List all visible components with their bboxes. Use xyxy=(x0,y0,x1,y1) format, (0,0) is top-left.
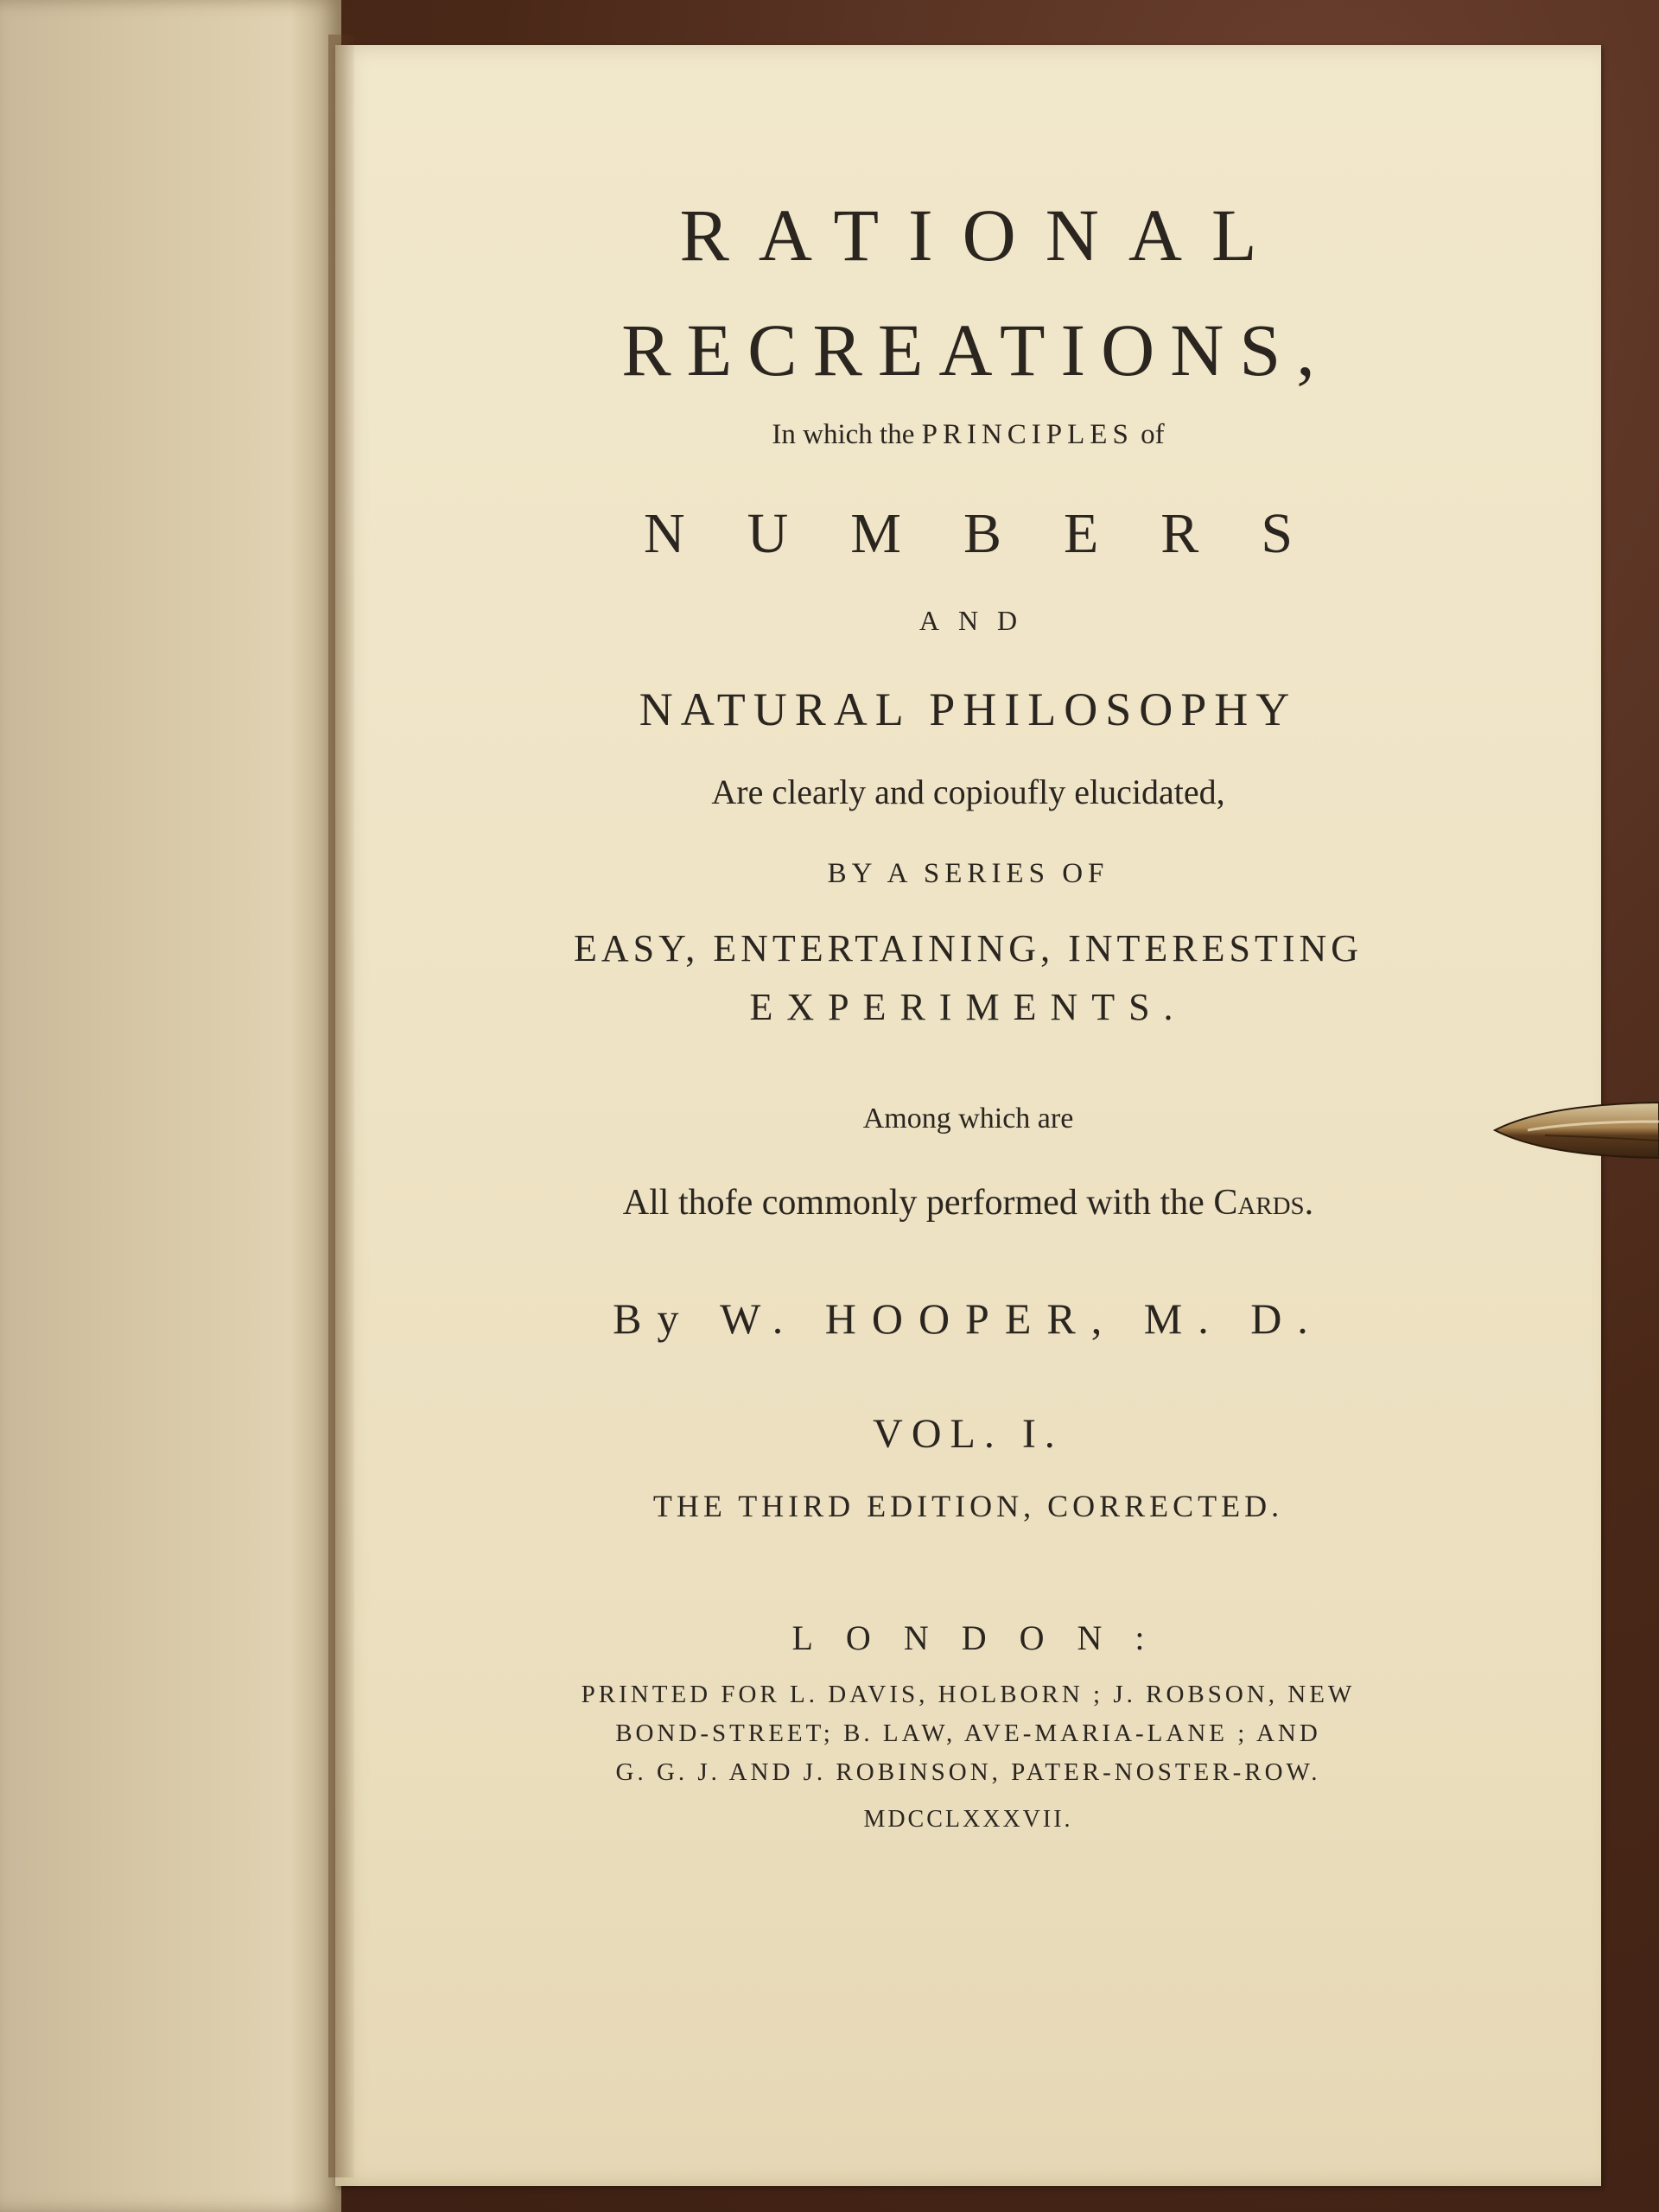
imprint-date: MDCCLXXXVII. xyxy=(863,1806,1073,1833)
imprint-line-1: PRINTED FOR L. DAVIS, HOLBORN ; J. ROBSON, NEW xyxy=(581,1681,1356,1708)
imprint-line-3: G. G. J. AND J. ROBINSON, PATER-NOSTER-ROW. xyxy=(615,1758,1321,1786)
author-line: By W. HOOPER, M. D. xyxy=(613,1294,1324,1343)
experiments-line: EXPERIMENTS. xyxy=(749,986,1187,1028)
pen-nib-bookmark xyxy=(1493,1096,1659,1165)
numbers-heading: NUMBERS xyxy=(643,502,1356,565)
all-those-text: All thofe commonly performed with the xyxy=(622,1183,1205,1223)
among-which-line: Among which are xyxy=(862,1103,1074,1135)
subtitle-caps: PRINCIPLES xyxy=(921,419,1134,450)
imprint-line-2: BOND-STREET; B. LAW, AVE-MARIA-LANE ; AND xyxy=(615,1719,1321,1747)
subtitle-pre: In which the xyxy=(772,419,915,450)
imprint-city: LONDON: xyxy=(791,1618,1178,1657)
easy-line: EASY, ENTERTAINING, INTERESTING xyxy=(573,927,1363,969)
subtitle-post: of xyxy=(1141,419,1165,450)
left-page xyxy=(0,0,341,2212)
and-heading: AND xyxy=(918,605,1037,636)
edition-line: THE THIRD EDITION, CORRECTED. xyxy=(652,1489,1284,1523)
all-those-line xyxy=(335,1182,1601,1224)
are-clearly-line: Are clearly and copioufly elucidated, xyxy=(711,772,1225,811)
cards-word: Cards. xyxy=(1213,1183,1314,1223)
subtitle-line xyxy=(335,419,1601,451)
title-line-2: RECREATIONS, xyxy=(621,308,1331,391)
title-line-1: RATIONAL xyxy=(679,194,1287,276)
volume-line: VOL. I. xyxy=(873,1411,1064,1457)
natural-philosophy-heading: NATURAL PHILOSOPHY xyxy=(639,683,1298,735)
series-line: BY A SERIES OF xyxy=(827,858,1109,889)
